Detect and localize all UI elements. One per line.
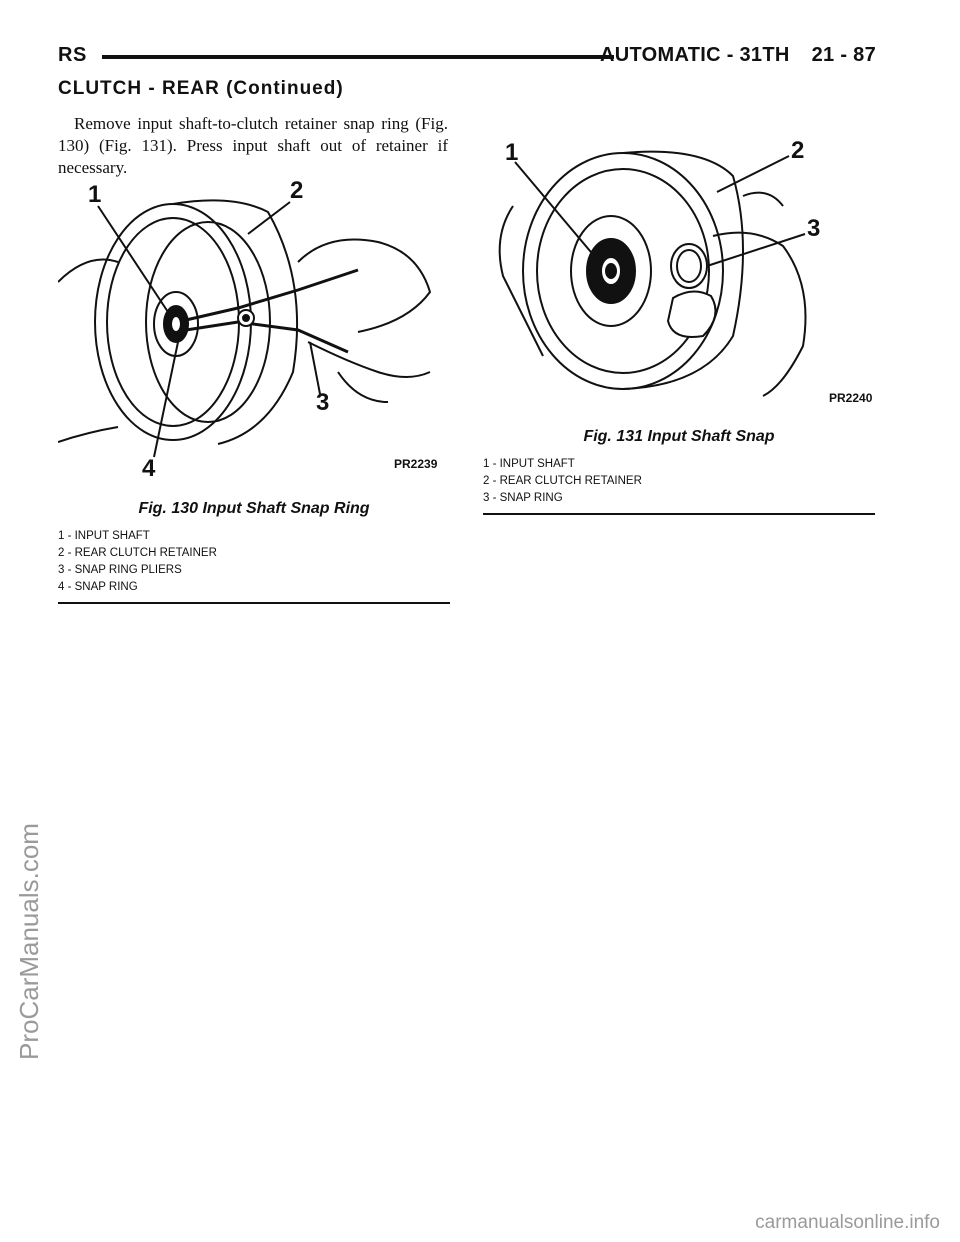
- legend-item: 1 - INPUT SHAFT: [58, 530, 150, 542]
- header-rule: [102, 55, 614, 59]
- side-watermark: ProCarManuals.com: [14, 823, 44, 1060]
- header-model-code: RS: [58, 44, 87, 66]
- figure-131-callout-3: 3: [807, 215, 821, 242]
- figure-130-callout-3: 3: [316, 389, 330, 416]
- page-number: 21 - 87: [811, 44, 876, 66]
- figure-130-rule: [58, 602, 450, 604]
- figure-130-callout-1: 1: [88, 181, 102, 208]
- figure-130-caption: Fig. 130 Input Shaft Snap Ring: [138, 500, 370, 517]
- legend-item: 2 - REAR CLUTCH RETAINER: [483, 475, 642, 487]
- figure-131-illustration: [483, 126, 875, 424]
- figure-131: [483, 126, 875, 515]
- procedure-text: Remove input shaft-to-clutch retainer snap ring (Fig. 130) (Fig. 131). Press input shaft out of retainer if necessary.: [58, 114, 448, 177]
- footer-watermark: carmanualsonline.info: [755, 1212, 940, 1233]
- figure-131-caption: Fig. 131 Input Shaft Snap: [583, 428, 775, 445]
- figure-131-callout-2: 2: [791, 137, 805, 164]
- header-section: [600, 44, 876, 67]
- legend-item: 4 - SNAP RING: [58, 581, 138, 593]
- figure-130-callout-2: 2: [290, 177, 304, 204]
- figure-131-legend: [483, 456, 875, 507]
- figure-130: [58, 172, 450, 604]
- figure-130-illustration: [58, 172, 450, 492]
- page-header: [58, 44, 876, 76]
- legend-item: 1 - INPUT SHAFT: [483, 458, 575, 470]
- figure-130-legend: [58, 528, 450, 596]
- legend-item: 3 - SNAP RING PLIERS: [58, 564, 182, 576]
- figure-131-callout-1: 1: [505, 139, 519, 166]
- figure-131-image-code: PR2240: [829, 391, 873, 405]
- legend-item: 2 - REAR CLUTCH RETAINER: [58, 547, 217, 559]
- legend-item: 3 - SNAP RING: [483, 492, 563, 504]
- header-title: AUTOMATIC - 31TH: [600, 44, 790, 66]
- section-title: CLUTCH - REAR (Continued): [58, 78, 344, 99]
- figure-130-image-code: PR2239: [394, 457, 438, 471]
- figure-130-callout-4: 4: [142, 455, 156, 482]
- figure-131-rule: [483, 513, 875, 515]
